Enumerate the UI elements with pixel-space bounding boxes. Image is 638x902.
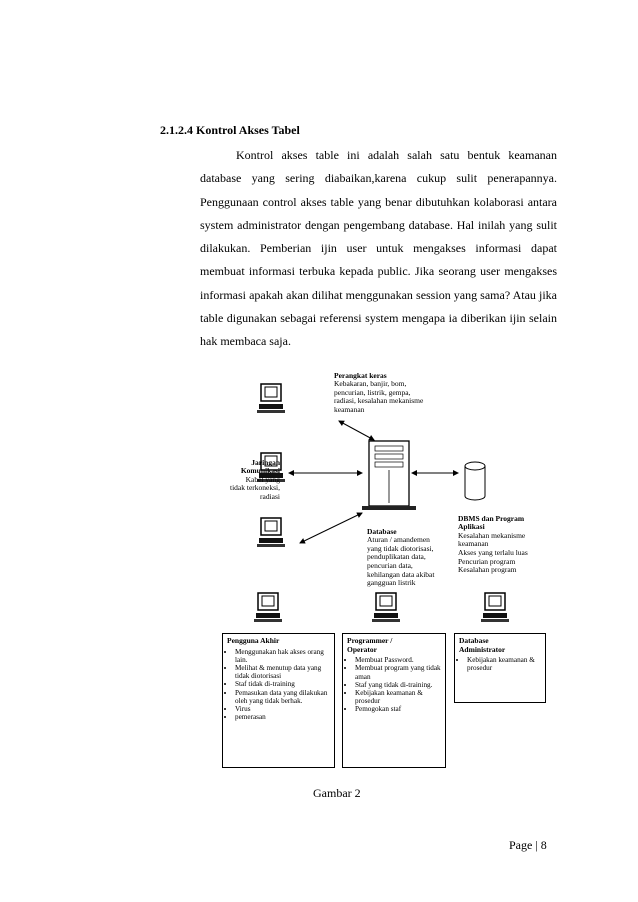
page-number: Page | 8 [509, 838, 547, 852]
jaringan-komunikasi-label: Jaringan Komunikasi Kabel yang tidak terkoneksi, radiasi [230, 457, 280, 501]
programmer-operator-box: Programmer / Operator • Membuat Password. • Membuat program yang tidak aman • Staf yang tidak di-training. • Kebijakan keamanan & prosedur • Pemogokan staf [342, 633, 446, 768]
pengguna-akhir-box: Pengguna Akhir • Menggunakan hak akses orang lain. • Melihat & menutup data yang tidak diotorisasi • Staf tidak di-training • Pemasukan data yang dilakukan oleh yang tidak berhak. • Virus • pemerasan [222, 633, 335, 768]
computer-icon [257, 384, 285, 413]
perangkat-keras-label: Perangkat keras Kebakaran, banjir, bom, pencurian, listrik, gempa, radiasi, kesalahan mekanisme keamanan [334, 370, 424, 414]
computer-icon [481, 593, 509, 622]
arrow [339, 421, 374, 440]
paragraph-text: Kontrol akses table ini adalah salah satu bentuk keamanan database yang sering diabaikan,karena cukup sulit penerapannya. Penggunaan control akses table yang benar dibutuhkan kolaborasi antara system administrator dengan pengembang database. Hal inilah yang sulit dilakukan. Pemberian ijin user untuk mengakses informasi dapat membuat informasi terbuka kepada public. Jika seorang user mengakses informasi apakah akan dilihat menggunakan session yang sama? Atau jika table digunakan sebagai referensi system mengapa ia diberikan ijin selain hak membaca saja. [200, 148, 557, 349]
database-administrator-box: Database Administrator • Kebijakan keamanan & prosedur [454, 633, 546, 703]
dbms-label: DBMS dan Program Aplikasi Kesalahan mekanisme keamanan Akses yang terlalu luas Pencurian program Kesalahan program [458, 513, 528, 575]
security-diagram [212, 358, 552, 798]
figure-caption: Gambar 2 [313, 786, 361, 800]
body-paragraph [200, 144, 557, 354]
computer-icon [254, 593, 282, 622]
server-icon [362, 441, 416, 510]
computer-icon [372, 593, 400, 622]
computer-icon [257, 518, 285, 547]
database-cylinder-icon [465, 462, 485, 500]
arrow [300, 513, 362, 543]
section-heading: 2.1.2.4 Kontrol Akses Tabel [160, 123, 300, 137]
database-label: Database Aturan / amandemen yang tidak diotorisasi, penduplikatan data, pencurian data, kehilangan data akibat gangguan listrik [367, 526, 435, 588]
